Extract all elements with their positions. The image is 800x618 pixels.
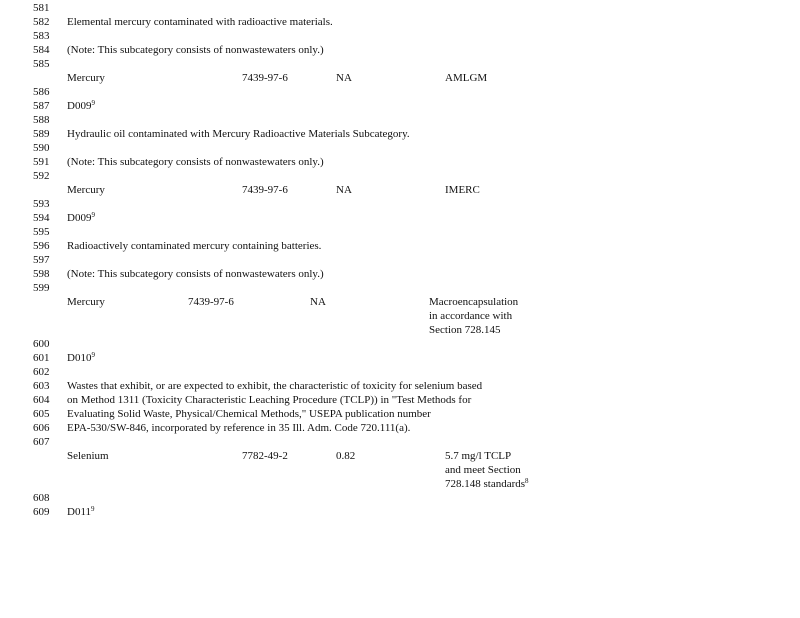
line-number: 603: [33, 380, 50, 392]
wastewater-standard: NA: [310, 296, 326, 308]
line-number: 591: [33, 156, 50, 168]
subcategory-note: (Note: This subcategory consists of nonwastewaters only.): [67, 268, 324, 280]
waste-code: $D010^9$: [67, 351, 95, 364]
footnote-ref: 9: [91, 211, 95, 219]
subcategory-heading: Radioactively contaminated mercury containing batteries.: [67, 240, 322, 252]
line-number: 587: [33, 100, 50, 112]
footnote-ref: 9: [91, 505, 95, 513]
line-number: 585: [33, 58, 50, 70]
line-number: 602: [33, 366, 50, 378]
line-number: 590: [33, 142, 50, 154]
line-number: 606: [33, 422, 50, 434]
waste-code: $D011^9$: [67, 505, 95, 518]
nonwastewater-standard-line: 5.7 mg/l TCLP: [445, 450, 512, 462]
nonwastewater-standard-line: 728.148 standards$^8$: [445, 477, 529, 490]
line-number: 600: [33, 338, 50, 350]
wastewater-standard: 0.82: [336, 450, 356, 462]
constituent-name: Mercury: [67, 72, 105, 84]
description-line: Wastes that exhibit, or are expected to exhibit, the characteristic of toxicity for selenium based: [67, 380, 483, 392]
line-number: 597: [33, 254, 50, 266]
nonwastewater-standard: AMLGM: [445, 72, 488, 84]
wastewater-standard: NA: [336, 184, 352, 196]
description-line: on Method 1311 (Toxicity Characteristic Leaching Procedure (TCLP)) in "Test Methods for: [67, 394, 472, 406]
nonwastewater-standard-line: Macroencapsulation: [429, 296, 519, 308]
line-number: 604: [33, 394, 50, 406]
line-number: 588: [33, 114, 50, 126]
line-number: 589: [33, 128, 50, 140]
line-number: 582: [33, 16, 50, 28]
description-line: Evaluating Solid Waste, Physical/Chemical Methods," USEPA publication number: [67, 408, 431, 420]
constituent-name: Selenium: [67, 450, 109, 462]
footnote-ref: 9: [91, 351, 95, 359]
cas-number: 7439-97-6: [242, 72, 288, 84]
line-number: 608: [33, 492, 50, 504]
line-number: 592: [33, 170, 50, 182]
constituent-name: Mercury: [67, 184, 105, 196]
footnote-ref: 8: [525, 477, 529, 485]
line-number: 596: [33, 240, 50, 252]
subcategory-heading: Hydraulic oil contaminated with Mercury Radioactive Materials Subcategory.: [67, 128, 410, 140]
nonwastewater-standard: IMERC: [445, 184, 480, 196]
nonwastewater-standard-line: and meet Section: [445, 464, 521, 476]
line-number: 584: [33, 44, 50, 56]
constituent-name: Mercury: [67, 296, 105, 308]
cas-number: 7439-97-6: [242, 184, 288, 196]
cas-number: 7439-97-6: [188, 296, 234, 308]
footnote-ref: 9: [91, 99, 95, 107]
waste-code: $D009^9$: [67, 211, 95, 224]
nonwastewater-standard-line: Section 728.145: [429, 324, 501, 336]
subcategory-note: (Note: This subcategory consists of nonwastewaters only.): [67, 156, 324, 168]
line-number: 607: [33, 436, 50, 448]
line-number: 601: [33, 352, 50, 364]
cas-number: 7782-49-2: [242, 450, 288, 462]
line-number: 598: [33, 268, 50, 280]
line-number: 593: [33, 198, 50, 210]
line-number: 594: [33, 212, 50, 224]
waste-code: $D009^9$: [67, 99, 95, 112]
subcategory-note: (Note: This subcategory consists of nonwastewaters only.): [67, 44, 324, 56]
description-line: EPA-530/SW-846, incorporated by reference in 35 Ill. Adm. Code 720.111(a).: [67, 422, 411, 434]
line-number: 581: [33, 2, 50, 14]
nonwastewater-standard-line: in accordance with: [429, 310, 513, 322]
line-number: 605: [33, 408, 50, 420]
wastewater-standard: NA: [336, 72, 352, 84]
line-number: 583: [33, 30, 50, 42]
line-number: 609: [33, 506, 50, 518]
line-number: 599: [33, 282, 50, 294]
line-number: 586: [33, 86, 50, 98]
line-number: 595: [33, 226, 50, 238]
subcategory-heading: Elemental mercury contaminated with radioactive materials.: [67, 16, 333, 28]
